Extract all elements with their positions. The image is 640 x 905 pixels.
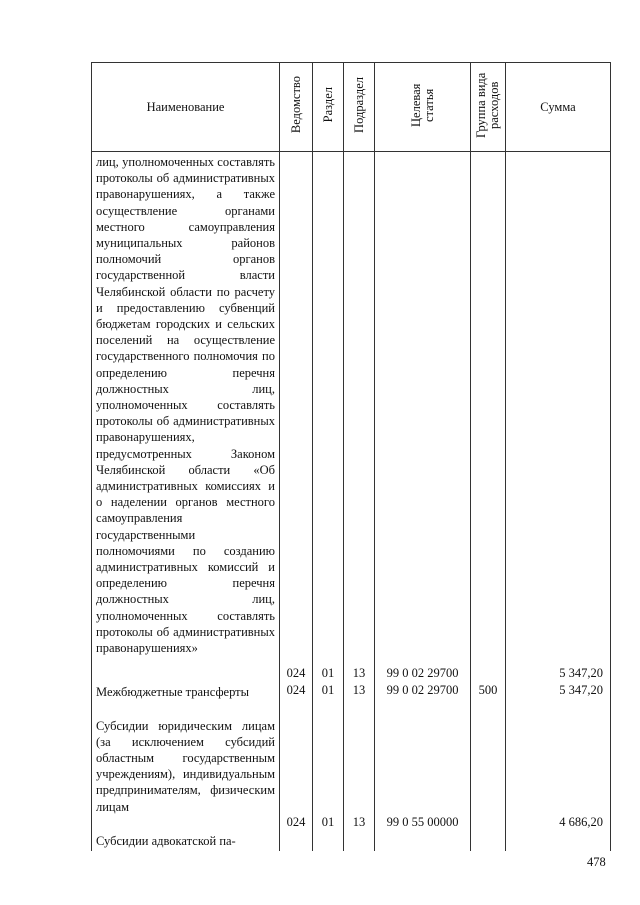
row-summa: 5 347,20	[506, 682, 611, 716]
row-name: Субсидии юридическим лицам (за исключением субсидий областным государственным учреждениям), индивидуальным предпринимателям, физическим лицам	[92, 716, 280, 831]
row-celevaya: 99 0 55 00000	[375, 716, 471, 831]
header-summa: Сумма	[506, 63, 611, 152]
row-vedomstvo: 024	[280, 682, 313, 716]
row-podrazdel: 13	[344, 152, 375, 682]
row-summa: 4 686,20	[506, 716, 611, 831]
row-razdel	[313, 831, 344, 851]
row-name: Межбюджетные трансферты	[92, 682, 280, 716]
header-razdel: Раздел	[313, 63, 344, 152]
budget-table	[91, 62, 611, 851]
header-vedomstvo: Ведомство	[280, 63, 313, 152]
row-vedomstvo	[280, 831, 313, 851]
header-gruppa-vida-rashodov: Группа вида расходов	[471, 63, 506, 152]
table-header-row	[92, 63, 611, 152]
row-podrazdel	[344, 831, 375, 851]
row-summa: 5 347,20	[506, 152, 611, 682]
table-row	[92, 682, 611, 716]
row-celevaya: 99 0 02 29700	[375, 152, 471, 682]
table-row	[92, 152, 611, 682]
row-name: Субсидии адвокатской па-	[92, 831, 280, 851]
row-podrazdel: 13	[344, 682, 375, 716]
row-razdel: 01	[313, 682, 344, 716]
table-row	[92, 831, 611, 851]
row-celevaya: 99 0 02 29700	[375, 682, 471, 716]
row-gruppa	[471, 152, 506, 682]
row-gruppa: 500	[471, 682, 506, 716]
table-row	[92, 716, 611, 831]
row-podrazdel: 13	[344, 716, 375, 831]
page-number: 478	[587, 855, 606, 869]
header-celevaya-statya: Целевая статья	[375, 63, 471, 152]
row-gruppa	[471, 716, 506, 831]
row-gruppa	[471, 831, 506, 851]
row-razdel: 01	[313, 152, 344, 682]
row-razdel: 01	[313, 716, 344, 831]
header-podrazdel: Подраздел	[344, 63, 375, 152]
header-name: Наименование	[92, 63, 280, 152]
row-vedomstvo: 024	[280, 716, 313, 831]
row-vedomstvo: 024	[280, 152, 313, 682]
row-name: лиц, уполномоченных составлять протоколы об административных правонарушениях, а также осуществление органами местного самоуправления муниципальных районов полномочий органов государственной власти Челябинской области по расчету и предоставлению субвенций бюджетам городских и сельских поселений на осуществление государственного полномочия по определению перечня должностных лиц, уполномоченных составлять протоколы об административных правонарушениях, предусмотренных Законом Челябинской области «Об административных комиссиях и о наделении органов местного самоуправления государственными полномочиями по созданию административных комиссий и определению перечня должностных лиц, уполномоченных составлять протоколы об административных правонарушениях»	[92, 152, 280, 682]
row-summa	[506, 831, 611, 851]
row-celevaya	[375, 831, 471, 851]
